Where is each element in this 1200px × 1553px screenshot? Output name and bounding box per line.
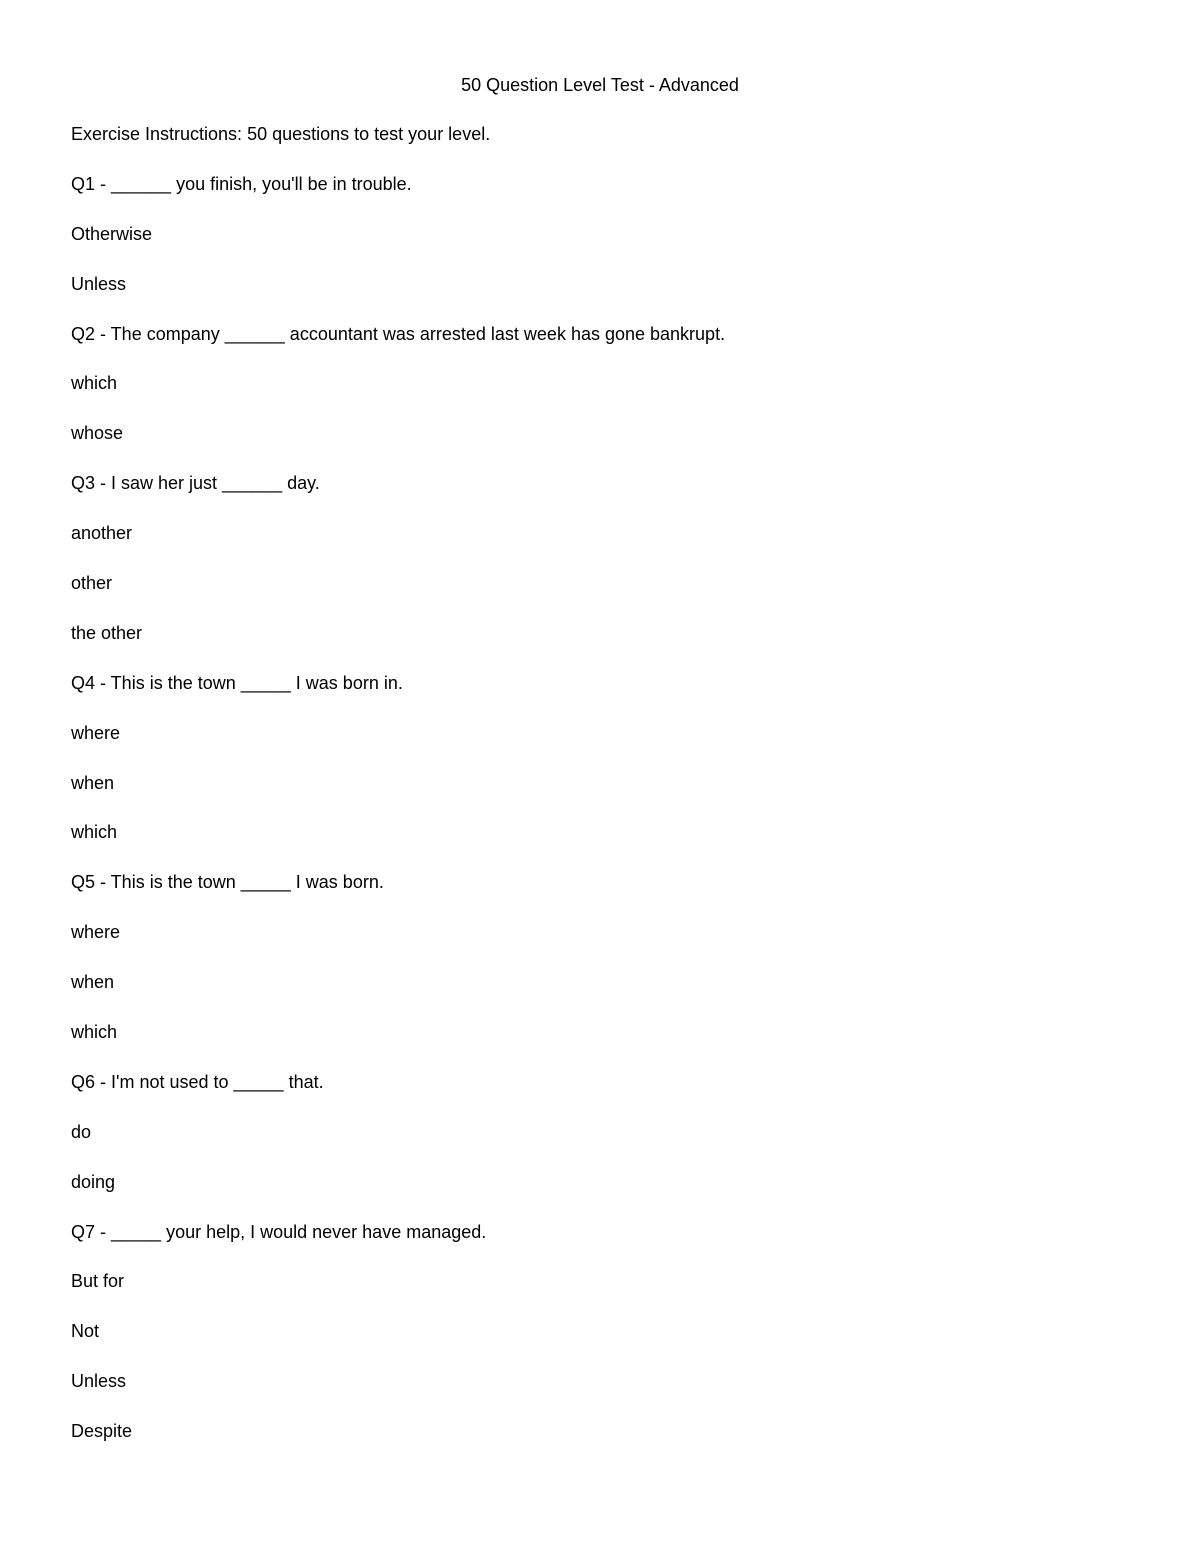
question-3: [71, 471, 1131, 671]
document-body: [71, 122, 1131, 1469]
question-text: Q4 - This is the town _____ I was born in.: [71, 672, 403, 693]
answer-option: which: [71, 822, 118, 843]
question-7: [71, 1220, 1131, 1469]
answer-option: other: [71, 573, 113, 594]
answer-option: Not: [71, 1321, 100, 1342]
question-6: [71, 1070, 1131, 1220]
answer-option: Despite: [71, 1421, 133, 1442]
answer-option: whose: [71, 423, 124, 444]
question-text: Q2 - The company ______ accountant was arrested last week has gone bankrupt.: [71, 323, 726, 344]
document-title: 50 Question Level Test - Advanced: [461, 75, 739, 95]
answer-option: Unless: [71, 273, 127, 294]
answer-option: when: [71, 772, 115, 793]
question-text: Q6 - I'm not used to _____ that.: [71, 1071, 324, 1092]
answer-option: But for: [71, 1271, 125, 1292]
answer-option: another: [71, 523, 133, 544]
answer-option: the other: [71, 622, 143, 643]
answer-option: Otherwise: [71, 223, 153, 244]
instructions: Exercise Instructions: 50 questions to test your level.: [71, 124, 491, 144]
answer-option: which: [71, 373, 118, 394]
question-text: Q3 - I saw her just ______ day.: [71, 473, 320, 494]
question-5: [71, 870, 1131, 1070]
question-text: Q1 - ______ you finish, you'll be in trouble.: [71, 173, 412, 194]
answer-option: when: [71, 972, 115, 993]
answer-option: Unless: [71, 1371, 127, 1392]
question-text: Q7 - _____ your help, I would never have managed.: [71, 1221, 487, 1242]
answer-option: which: [71, 1022, 118, 1043]
answer-option: where: [71, 722, 121, 743]
answer-option: where: [71, 922, 121, 943]
question-1: [71, 172, 1131, 322]
question-text: Q5 - This is the town _____ I was born.: [71, 872, 384, 893]
answer-option: doing: [71, 1171, 116, 1192]
answer-option: do: [71, 1121, 92, 1142]
question-2: [71, 322, 1131, 472]
question-4: [71, 671, 1131, 871]
